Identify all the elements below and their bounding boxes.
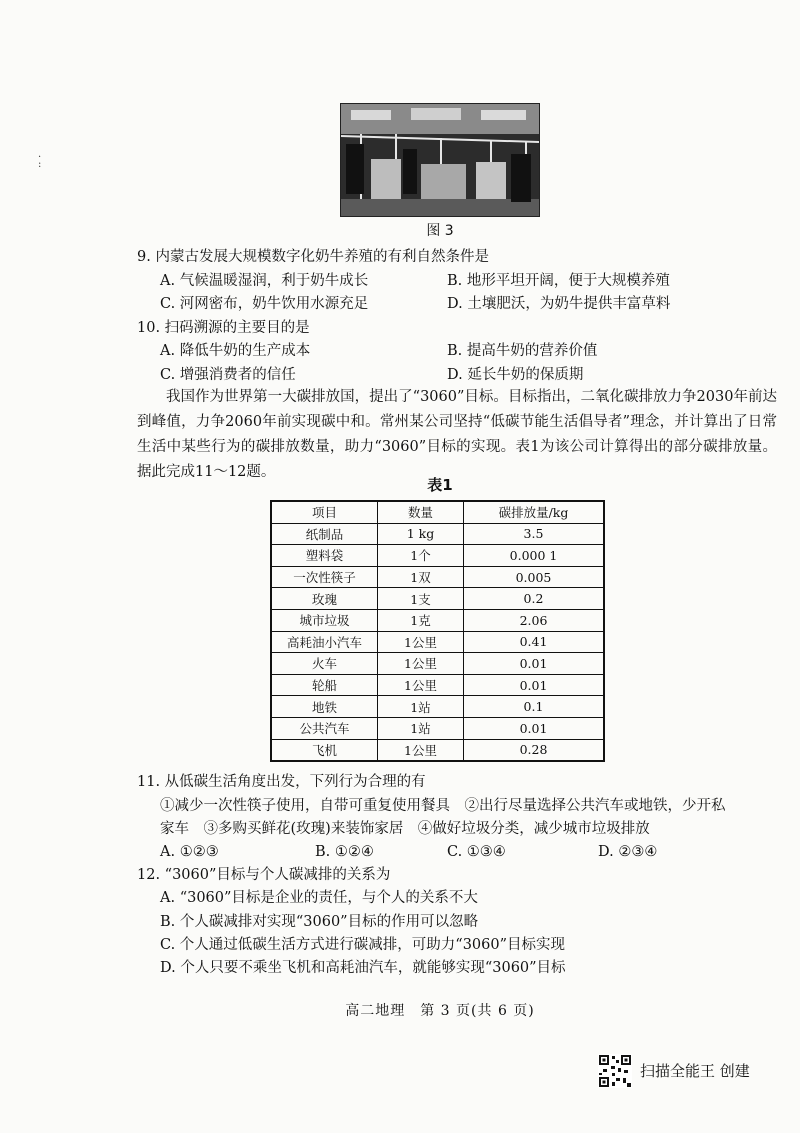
- q10-option-b: B. 提高牛奶的营养价值: [447, 343, 598, 359]
- q11-option-b: B. ①②④: [315, 844, 374, 860]
- table-header-emission: 碳排放量/kg: [464, 501, 605, 523]
- table-row: 火车 1公里 0.01: [271, 653, 604, 675]
- q9-option-d: D. 土壤肥沃，为奶牛提供丰富草料: [447, 296, 671, 312]
- q10-stem: 10. 扫码溯源的主要目的是: [137, 320, 310, 336]
- q9-option-b: B. 地形平坦开阔，便于大规模养殖: [447, 273, 670, 289]
- q12-option-a: A. “3060”目标是企业的责任，与个人的关系不大: [160, 890, 478, 906]
- q11-option-d: D. ②③④: [598, 844, 658, 860]
- q9-option-a: A. 气候温暖湿润，利于奶牛成长: [160, 273, 369, 289]
- table-header-item: 项目: [271, 501, 378, 523]
- table-title: 表1: [427, 476, 453, 494]
- dairy-farm-photo: [340, 103, 540, 217]
- q11-stem: 11. 从低碳生活角度出发，下列行为合理的有: [137, 774, 426, 790]
- table-row: 轮船 1公里 0.01: [271, 674, 604, 696]
- q11-option-a: A. ①②③: [160, 844, 219, 860]
- table-row: 城市垃圾 1克 2.06: [271, 609, 604, 631]
- table-row: 纸制品 1 kg 3.5: [271, 523, 604, 545]
- q10-option-a: A. 降低牛奶的生产成本: [160, 343, 311, 359]
- page-footer: 高二地理 第 3 页(共 6 页): [345, 1003, 535, 1019]
- table-header-quantity: 数量: [378, 501, 464, 523]
- q9-stem: 9. 内蒙古发展大规模数字化奶牛养殖的有利自然条件是: [137, 249, 489, 265]
- margin-marks: . :: [38, 149, 42, 170]
- q11-statement-line1: ①减少一次性筷子使用，自带可重复使用餐具 ②出行尽量选择公共汽车或地铁，少开私: [160, 798, 726, 814]
- table-row: 公共汽车 1站 0.01: [271, 717, 604, 739]
- scanner-watermark: 扫描全能王 创建: [640, 1062, 750, 1080]
- table-row: 一次性筷子 1双 0.005: [271, 566, 604, 588]
- q12-stem: 12. “3060”目标与个人碳减排的关系为: [137, 867, 391, 883]
- q12-option-b: B. 个人碳减排对实现“3060”目标的作用可以忽略: [160, 914, 479, 930]
- q10-option-d: D. 延长牛奶的保质期: [447, 367, 584, 383]
- table-row: 玫瑰 1支 0.2: [271, 588, 604, 610]
- table-row: 飞机 1公里 0.28: [271, 739, 604, 761]
- table-row: 高耗油小汽车 1公里 0.41: [271, 631, 604, 653]
- q11-statement-line2: 家车 ③多购买鲜花(玫瑰)来装饰家居 ④做好垃圾分类，减少城市垃圾排放: [160, 821, 650, 837]
- q12-option-d: D. 个人只要不乘坐飞机和高耗油汽车，就能够实现“3060”目标: [160, 960, 566, 976]
- q10-option-c: C. 增强消费者的信任: [160, 367, 296, 383]
- q12-option-c: C. 个人通过低碳生活方式进行碳减排，可助力“3060”目标实现: [160, 937, 566, 953]
- passage: 我国作为世界第一大碳排放国，提出了“3060”目标。目标指出，二氧化碳排放力争2030年前达到峰值，力争2060年前实现碳中和。常州某公司坚持“低碳节能生活倡导者”理念，并计算出了日常生活中某些行为的碳排放数量，助力“3060”目标的实现。表1为该公司计算得出的部分碳排放量。据此完成11～12题。: [137, 389, 777, 480]
- table-row: 塑料袋 1个 0.000 1: [271, 545, 604, 567]
- table-row: 地铁 1站 0.1: [271, 696, 604, 718]
- qr-code-icon: [598, 1054, 632, 1088]
- q11-option-c: C. ①③④: [447, 844, 506, 860]
- figure-caption: 图 3: [426, 223, 454, 239]
- carbon-emission-table: [270, 500, 605, 762]
- q9-option-c: C. 河网密布，奶牛饮用水源充足: [160, 296, 369, 312]
